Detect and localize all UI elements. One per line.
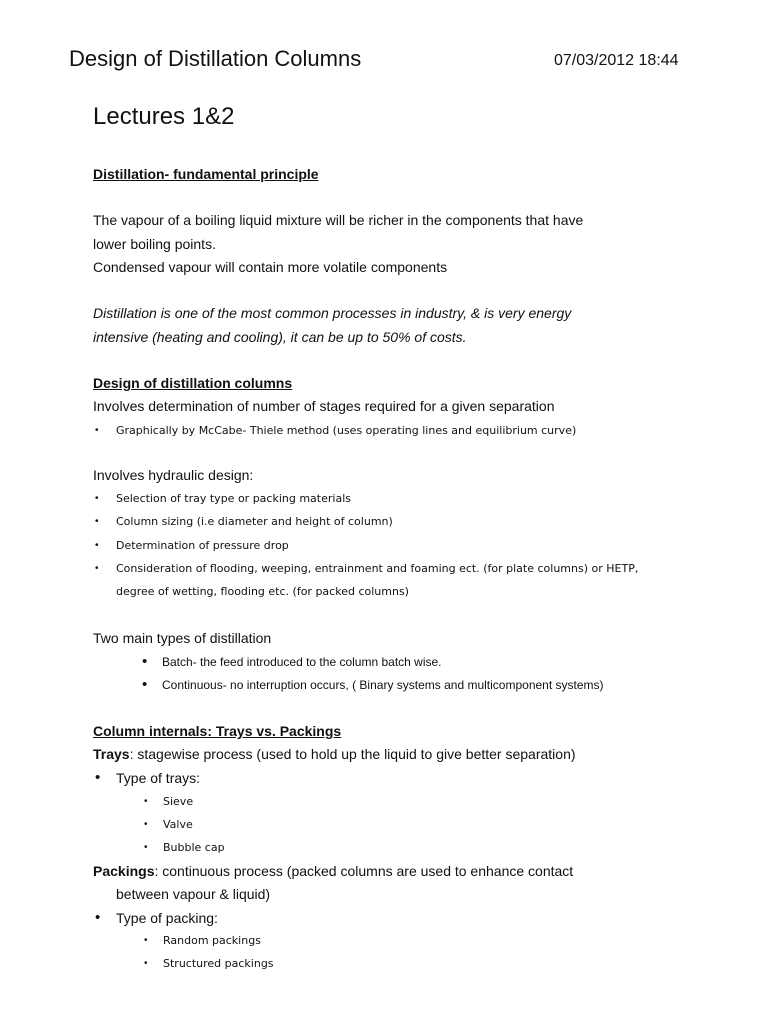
paragraph-line: The vapour of a boiling liquid mixture will be richer in the components that have — [93, 212, 584, 228]
bullet-icon: • — [95, 540, 99, 551]
bullet-icon: • — [144, 935, 148, 946]
document-datetime: 07/03/2012 18:44 — [554, 52, 679, 69]
paragraph-line: Involves determination of number of stages required for a given separation — [93, 398, 555, 414]
list-item: Selection of tray type or packing materials — [116, 492, 351, 505]
list-item: Continuous- no interruption occurs, ( Binary systems and multicomponent systems) — [162, 678, 604, 692]
packings-description: : continuous process (packed columns are used to enhance contact — [154, 863, 574, 879]
section-heading-internals: Column internals: Trays vs. Packings — [93, 723, 342, 739]
trays-description: : stagewise process (used to hold up the liquid to give better separation) — [129, 746, 576, 762]
bullet-icon: • — [95, 493, 99, 504]
packings-label: Packings — [93, 863, 155, 879]
list-item: Batch- the feed introduced to the column batch wise. — [162, 655, 442, 669]
bullet-icon: • — [95, 909, 101, 926]
paragraph-line: Condensed vapour will contain more volatile components — [93, 259, 448, 275]
lecture-title: Lectures 1&2 — [93, 103, 235, 130]
list-item: Type of packing: — [116, 910, 218, 926]
list-item: Valve — [163, 818, 193, 831]
bullet-icon: • — [142, 653, 148, 670]
bullet-icon: • — [144, 796, 148, 807]
paragraph-line: Involves hydraulic design: — [93, 467, 254, 483]
list-item: Structured packings — [163, 957, 274, 970]
list-item: Column sizing (i.e diameter and height of column) — [116, 515, 393, 528]
trays-label: Trays — [93, 746, 130, 762]
list-item: Consideration of flooding, weeping, entrainment and foaming ect. (for plate columns) or HETP, — [116, 562, 639, 575]
list-item: Bubble cap — [163, 841, 225, 854]
section-heading-design: Design of distillation columns — [93, 375, 293, 391]
bullet-icon: • — [144, 819, 148, 830]
trays-line — [93, 746, 576, 762]
document-title: Design of Distillation Columns — [69, 46, 362, 71]
bullet-icon: • — [144, 842, 148, 853]
packings-line-continuation: between vapour & liquid) — [116, 886, 271, 902]
bullet-icon: • — [142, 676, 148, 693]
list-item: Graphically by McCabe- Thiele method (uses operating lines and equilibrium curve) — [116, 424, 577, 437]
paragraph-line: Two main types of distillation — [93, 630, 272, 646]
bullet-icon: • — [95, 769, 101, 786]
list-item: Random packings — [163, 934, 261, 947]
list-item: Determination of pressure drop — [116, 539, 289, 552]
list-item: Type of trays: — [116, 770, 201, 786]
bullet-icon: • — [95, 516, 99, 527]
paragraph-line: lower boiling points. — [93, 236, 216, 252]
list-item-continuation: degree of wetting, flooding etc. (for packed columns) — [116, 585, 409, 598]
packings-line — [93, 863, 573, 879]
bullet-icon: • — [144, 958, 148, 969]
bullet-icon: • — [95, 425, 99, 436]
italic-note-line: Distillation is one of the most common processes in industry, & is very energy — [93, 305, 572, 321]
bullet-icon: • — [95, 563, 99, 574]
section-heading-principle: Distillation- fundamental principle — [93, 166, 319, 182]
list-item: Sieve — [163, 795, 194, 808]
italic-note-line: intensive (heating and cooling), it can be up to 50% of costs. — [93, 329, 467, 345]
